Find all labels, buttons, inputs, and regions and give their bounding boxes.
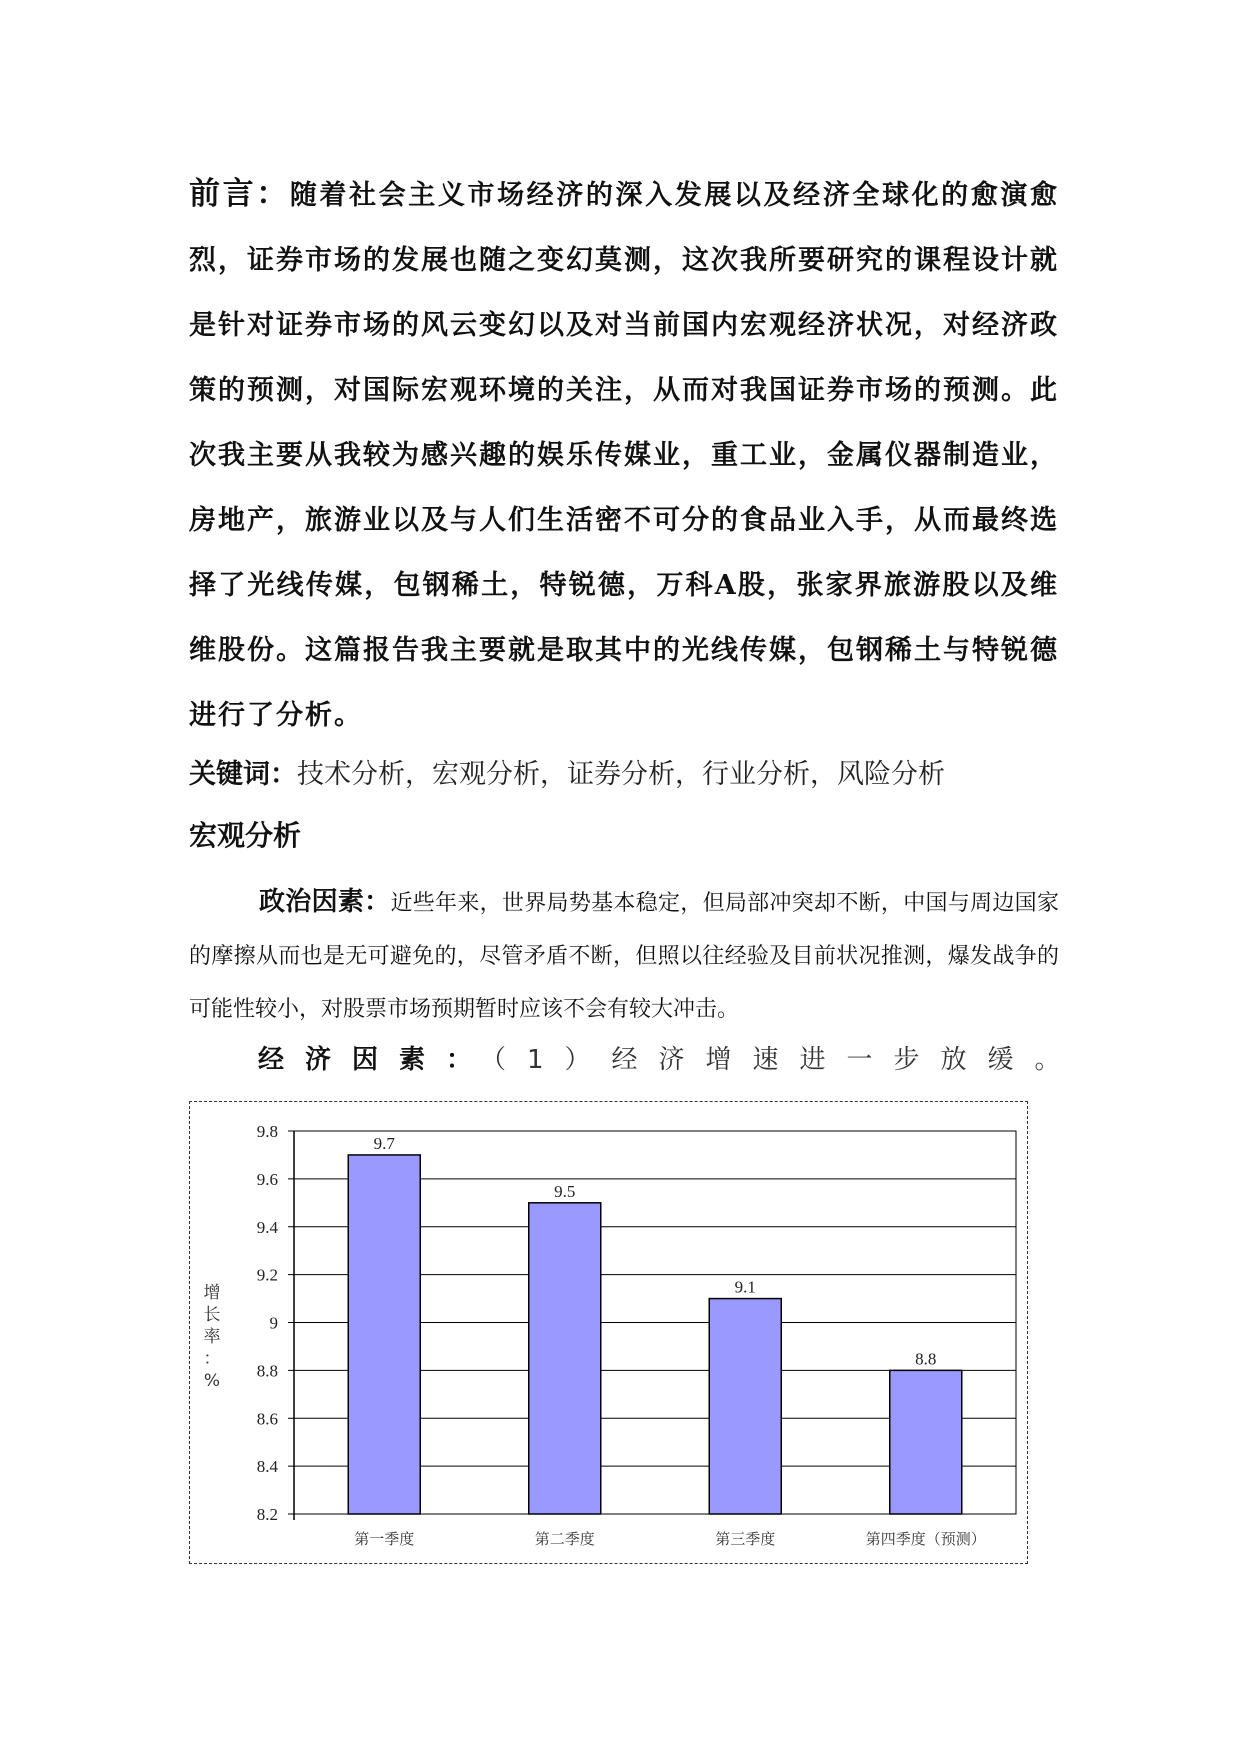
- y-tick-label: 9.2: [256, 1265, 278, 1285]
- bar-data-label: 9.5: [554, 1181, 576, 1201]
- economy-label: 经济因素：: [258, 1045, 494, 1075]
- y-tick-label: 8.6: [256, 1409, 278, 1429]
- preface-label: 前言：: [189, 176, 290, 212]
- growth-rate-chart: [189, 1101, 1028, 1564]
- economy-line: [258, 1040, 1082, 1080]
- keywords-label: 关键词：: [189, 759, 297, 790]
- bar: [890, 1370, 962, 1514]
- bar-data-label: 8.8: [915, 1349, 937, 1369]
- economy-text: （1）经济增速进一步放缓。: [493, 1045, 1082, 1075]
- y-tick-label: 9: [269, 1313, 278, 1333]
- bar-data-label: 9.7: [373, 1133, 395, 1153]
- politics-paragraph: [189, 876, 1059, 1036]
- x-category-label: 第四季度（预测）: [865, 1530, 986, 1548]
- bar: [709, 1299, 781, 1514]
- bar-data-label: 9.1: [734, 1277, 756, 1297]
- preface-text: 随着社会主义市场经济的深入发展以及经济全球化的愈演愈烈，证券市场的发展也随之变幻莫测，这次我所要研究的课程设计就是针对证券市场的风云变幻以及对当前国内宏观经济状况，对经济政策的预测，对国际宏观环境的关注，从而对我国证券市场的预测。此次我主要从我较为感兴趣的娱乐传媒业，重工业，金属仪器制造业，房地产，旅游业以及与人们生活密不可分的食品业入手，从而最终选择了光线传媒，包钢稀土，特锐德，万科A股，张家界旅游股以及维维股份。这篇报告我主要就是取其中的光线传媒，包钢稀土与特锐德进行了分析。: [189, 180, 1060, 731]
- bar: [348, 1155, 420, 1514]
- y-tick-label: 9.4: [256, 1217, 278, 1237]
- y-tick-label: 8.8: [256, 1361, 278, 1381]
- politics-label: 政治因素：: [259, 887, 391, 917]
- section-heading: 宏观分析: [189, 819, 302, 852]
- y-tick-label: 9.6: [256, 1169, 278, 1189]
- y-axis-label: 增长率：%: [203, 1283, 221, 1391]
- y-tick-label: 8.2: [256, 1505, 278, 1524]
- keywords-line: [189, 755, 1089, 795]
- chart-svg: [190, 1102, 1027, 1563]
- politics-text: 近些年来，世界局势基本稳定，但局部冲突却不断，中国与周边国家的摩擦从而也是无可避免的，尽管矛盾不断，但照以往经验及目前状况推测，爆发战争的可能性较小，对股票市场预期暂时应该不会有较大冲击。: [189, 891, 1059, 1022]
- preface-paragraph: [189, 162, 1059, 748]
- x-category-label: 第三季度: [715, 1530, 776, 1548]
- x-category-label: 第一季度: [354, 1530, 415, 1548]
- x-category-label: 第二季度: [534, 1530, 595, 1548]
- y-tick-label: 9.8: [256, 1122, 278, 1141]
- keywords-text: 技术分析，宏观分析，证券分析，行业分析，风险分析: [297, 759, 945, 790]
- y-tick-label: 8.4: [256, 1457, 278, 1477]
- bar: [529, 1203, 601, 1514]
